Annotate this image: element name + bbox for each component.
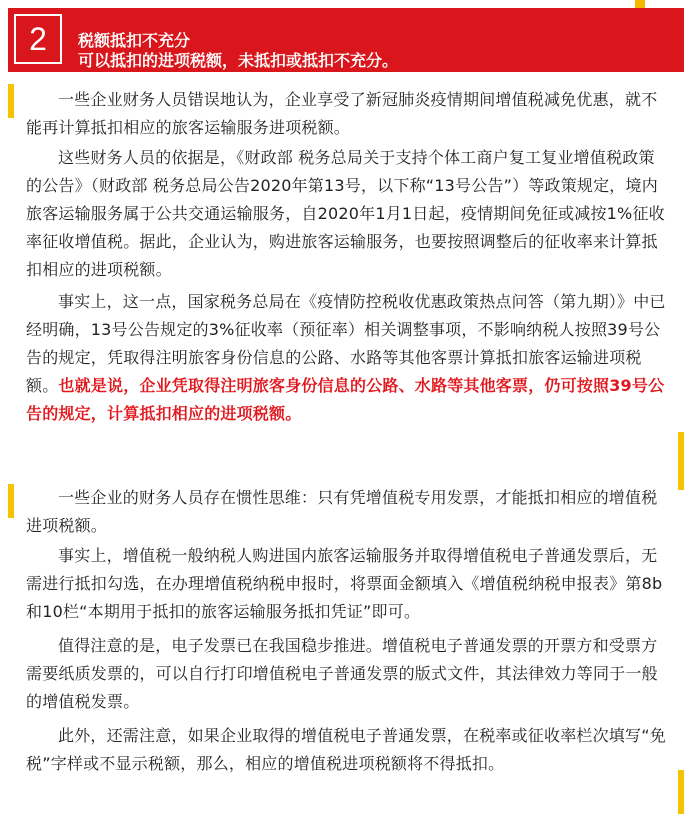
paragraph-3: [26, 288, 666, 428]
paragraph-1: 一些企业财务人员错误地认为，企业享受了新冠肺炎疫情期间增值税减免优惠，就不能再计算抵扣相应的旅客运输服务进项税额。: [26, 90, 658, 137]
section-title: 税额抵扣不充分: [78, 31, 191, 50]
right-accent-bar-1: [678, 432, 684, 490]
top-accent-line: [635, 0, 645, 8]
right-accent-bar-2: [678, 770, 684, 814]
paragraph-2: 这些财务人员的依据是，《财政部 税务总局关于支持个体工商户复工复业增值税政策的公告》（财政部 税务总局公告2020年第13号，以下称“13号公告”）等政策规定，境内旅客运输服务属于公共交通运输服务，自2020年1月1日起，疫情期间免征或减按1%征收率征收增值税。据此，企业认为，购进旅客运输服务，也要按照调整后的征收率来计算抵扣相应的进项税额。: [26, 148, 665, 279]
paragraph-6: 值得注意的是，电子发票已在我国稳步推进。增值税电子普通发票的开票方和受票方需要纸质发票的，可以自行打印增值税电子普通发票的版式文件，其法律效力等同于一般的增值税发票。: [26, 636, 658, 711]
left-accent-bar-2: [8, 484, 14, 518]
section-number: 2: [14, 14, 62, 64]
paragraph-4: 一些企业的财务人员存在惯性思维：只有凭增值税专用发票，才能抵扣相应的增值税进项税额。: [26, 488, 658, 535]
paragraph-7: 此外，还需注意，如果企业取得的增值税电子普通发票，在税率或征收率栏次填写“免税”字样或不显示税额，那么，相应的增值税进项税额将不得抵扣。: [26, 726, 666, 773]
section-header: [8, 8, 684, 72]
paragraph-5: 事实上，增值税一般纳税人购进国内旅客运输服务并取得增值税电子普通发票后，无需进行抵扣勾选，在办理增值税纳税申报时，将票面金额填入《增值税纳税申报表》第8b和10栏“本期用于抵扣的旅客运输服务抵扣凭证”即可。: [26, 546, 663, 621]
paragraph-3-text: 事实上，这一点，国家税务总局在《疫情防控税收优惠政策热点问答（第九期）》中已经明确，13号公告规定的3%征收率（预征率）相关调整事项，不影响纳税人按照39号公告的规定，凭取得注明旅客身份信息的公路、水路等其他客票计算抵扣旅客运输进项税额。: [26, 292, 666, 395]
left-accent-bar-1: [8, 84, 14, 118]
section-subtitle: 可以抵扣的进项税额，未抵扣或抵扣不充分。: [78, 51, 399, 70]
paragraph-3-highlight: 也就是说，企业凭取得注明旅客身份信息的公路、水路等其他客票，仍可按照39号公告的规定，计算抵扣相应的进项税额。: [26, 376, 665, 423]
